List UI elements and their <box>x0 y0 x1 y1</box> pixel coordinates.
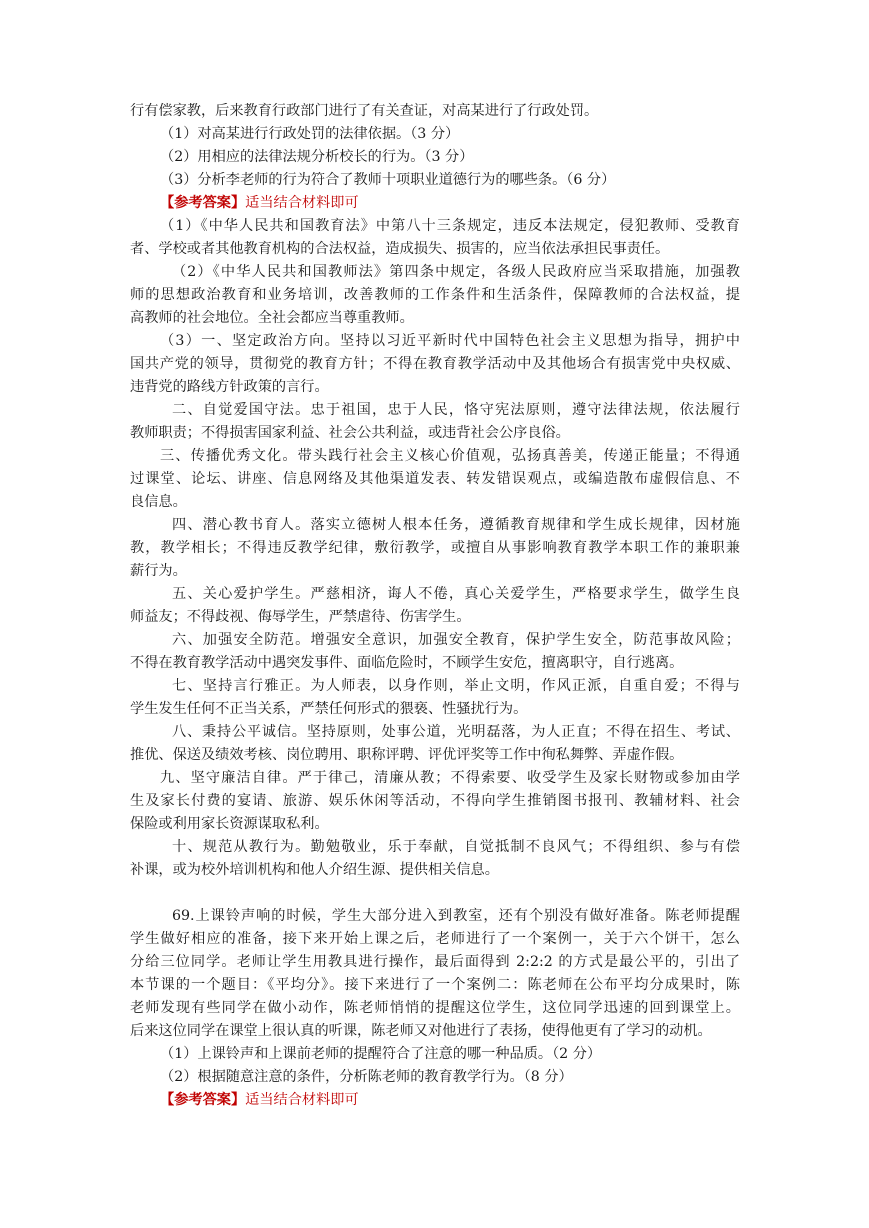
q69-stem-line: 69.上课铃声响的时候，学生大部分进入到教室，还有个别没有做好准备。陈老师提醒 <box>172 908 740 924</box>
q68-answer-heading <box>130 192 740 215</box>
q69-stem-line: 老师发现有些同学在做小动作，陈老师悄悄的提醒这位学生，这位同学迅速的回到课堂上。 <box>130 1000 740 1016</box>
ethics-item-9-line: 九、坚守廉洁自律。严于律己，清廉从教；不得索要、收受学生及家长财物或参加由学 <box>160 770 740 786</box>
ethics-item-4-line: 薪行为。 <box>130 563 187 579</box>
q69-stem-line: 本节课的一个题目：《平均分》。接下来进行了一个案例二：陈老师在公布平均分成果时，陈 <box>130 977 740 993</box>
q69-question-2: （2）根据随意注意的条件，分析陈老师的教育教学行为。（8 分） <box>160 1069 573 1085</box>
ethics-item-4-line: 教，教学相长；不得违反教学纪律，敷衍教学，或擅自从事影响教育教学本职工作的兼职兼 <box>130 540 740 556</box>
q68-question-3: （3）分析李老师的行为符合了教师十项职业道德行为的哪些条。（6 分） <box>160 172 616 188</box>
answer-1-line: 者、学校或者其他教育机构的合法权益，造成损失、损害的，应当依法承担民事责任。 <box>130 241 670 257</box>
answer-note: 适当结合材料即可 <box>245 195 359 211</box>
answer-note: 适当结合材料即可 <box>245 1092 359 1108</box>
ethics-item-1-line: （3）一、坚定政治方向。坚持以习近平新时代中国特色社会主义思想为指导，拥护中 <box>160 333 740 349</box>
ethics-item-7-line: 七、坚持言行雅正。为人师表，以身作则，举止文明，作风正派，自重自爱；不得与 <box>172 678 740 694</box>
document-page <box>130 100 740 1112</box>
ethics-item-3-line: 良信息。 <box>130 494 187 510</box>
q69-stem-line: 分给三位同学。老师让学生用教具进行操作，最后面得到 2:2:2 的方式是最公平的，引出了 <box>130 954 740 970</box>
q68-question-1: （1）对高某进行行政处罚的法律依据。（3 分） <box>160 126 460 142</box>
ethics-item-3-line: 过课堂、论坛、讲座、信息网络及其他渠道发表、转发错误观点，或编造散布虚假信息、不 <box>130 471 740 487</box>
ethics-item-8-line: 推优、保送及绩效考核、岗位聘用、职称评聘、评优评奖等工作中徇私舞弊、弄虚作假。 <box>130 747 684 763</box>
q68-intro-line: 行有偿家教，后来教育行政部门进行了有关查证，对高某进行了行政处罚。 <box>130 103 599 119</box>
answer-2-line: 师的思想政治教育和业务培训，改善教师的工作条件和生活条件，保障教师的合法权益，提 <box>130 287 740 303</box>
ethics-item-1-line: 违背党的路线方针政策的言行。 <box>130 379 329 395</box>
ethics-item-2-line: 教师职责；不得损害国家利益、社会公共利益，或违背社会公序良俗。 <box>130 425 570 441</box>
ethics-item-10-line: 补课，或为校外培训机构和他人介绍生源、提供相关信息。 <box>130 862 499 878</box>
q69-question-1: （1）上课铃声和上课前老师的提醒符合了注意的哪一种品质。（2 分） <box>160 1046 602 1062</box>
q69-stem-line: 学生做好相应的准备，接下来开始上课之后，老师进行了一个案例一，关于六个饼干，怎么 <box>130 931 740 947</box>
ethics-item-8-line: 八、秉持公平诚信。坚持原则，处事公道，光明磊落，为人正直；不得在招生、考试、 <box>172 724 740 740</box>
ethics-item-6-line: 不得在教育教学活动中遇突发事件、面临危险时，不顾学生安危，擅离职守，自行逃离。 <box>130 655 684 671</box>
answer-label: 【参考答案】 <box>160 195 246 211</box>
ethics-item-5-line: 五、关心爱护学生。严慈相济，诲人不倦，真心关爱学生，严格要求学生，做学生良 <box>172 586 740 602</box>
ethics-item-1-line: 国共产党的领导，贯彻党的教育方针；不得在教育教学活动中及其他场合有损害党中央权威、 <box>130 356 740 372</box>
answer-2-line: 高教师的社会地位。全社会都应当尊重教师。 <box>130 310 414 326</box>
answer-1-line: （1）《中华人民共和国教育法》中第八十三条规定，违反本法规定，侵犯教师、受教育 <box>160 218 740 234</box>
ethics-item-5-line: 师益友；不得歧视、侮辱学生，严禁虐待、伤害学生。 <box>130 609 471 625</box>
ethics-item-9-line: 生及家长付费的宴请、旅游、娱乐休闲等活动，不得向学生推销图书报刊、教辅材料、社会 <box>130 793 740 809</box>
ethics-item-10-line: 十、规范从教行为。勤勉敬业，乐于奉献，自觉抵制不良风气；不得组织、参与有偿 <box>172 839 740 855</box>
ethics-item-9-line: 保险或利用家长资源谋取私利。 <box>130 816 329 832</box>
ethics-item-6-line: 六、加强安全防范。增强安全意识，加强安全教育，保护学生安全，防范事故风险； <box>172 632 740 648</box>
q68-question-2: （2）用相应的法律法规分析校长的行为。（3 分） <box>160 149 474 165</box>
q69-stem-line: 后来这位同学在课堂上很认真的听课，陈老师又对他进行了表扬，使得他更有了学习的动机。 <box>130 1023 712 1039</box>
ethics-item-3-line: 三、传播优秀文化。带头践行社会主义核心价值观，弘扬真善美，传递正能量；不得通 <box>160 448 740 464</box>
answer-label: 【参考答案】 <box>160 1092 246 1108</box>
section-spacer <box>130 882 740 905</box>
answer-2-line: （2）《中华人民共和国教师法》第四条中规定，各级人民政府应当采取措施，加强教 <box>172 264 740 280</box>
q69-answer-heading <box>130 1089 740 1112</box>
ethics-item-2-line: 二、自觉爱国守法。忠于祖国，忠于人民，恪守宪法原则，遵守法律法规，依法履行 <box>172 402 740 418</box>
ethics-item-4-line: 四、潜心教书育人。落实立德树人根本任务，遵循教育规律和学生成长规律，因材施 <box>172 517 740 533</box>
ethics-item-7-line: 学生发生任何不正当关系，严禁任何形式的猥亵、性骚扰行为。 <box>130 701 528 717</box>
